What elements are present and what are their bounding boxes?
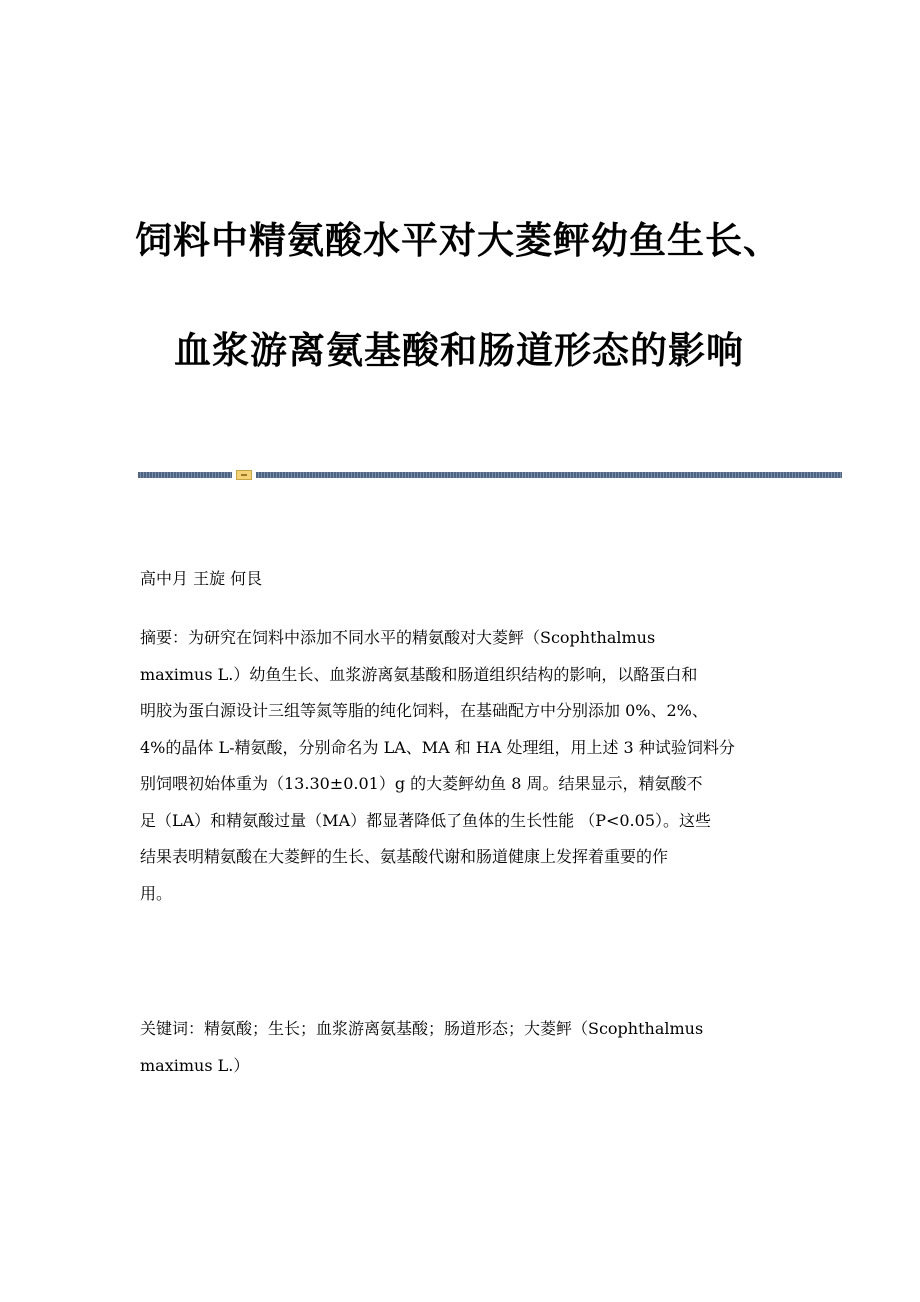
title-line-1: 饲料中精氨酸水平对大菱鲆幼鱼生长、 (135, 219, 781, 262)
abstract-line: 结果表明精氨酸在大菱鲆的生长、氨基酸代谢和肠道健康上发挥着重要的作 (140, 847, 669, 866)
divider-bar-left (138, 472, 232, 478)
abstract (140, 620, 790, 912)
abstract-line: 别饲喂初始体重为（13.30±0.01）g 的大菱鲆幼鱼 8 周。结果显示，精氨酸不 (140, 774, 703, 793)
divider-bar-right (256, 472, 842, 478)
divider-ornament-icon (236, 470, 252, 480)
keywords-line: 关键词：精氨酸；生长；血浆游离氨基酸；肠道形态；大菱鲆（Scophthalmus (140, 1019, 704, 1038)
abstract-line: 4%的晶体 L-精氨酸，分别命名为 LA、MA 和 HA 处理组，用上述 3 种试验饲料分 (140, 737, 735, 757)
abstract-line: maximus L.）幼鱼生长、血浆游离氨基酸和肠道组织结构的影响，以酪蛋白和 (140, 664, 698, 684)
keywords-line: maximus L.） (140, 1055, 250, 1075)
document-title (0, 186, 920, 406)
authors: 高中月 王旋 何艮 (140, 569, 263, 588)
abstract-line: 明胶为蛋白源设计三组等氮等脂的纯化饲料，在基础配方中分别添加 0%、2%、 (140, 701, 708, 720)
keywords (140, 1011, 790, 1084)
title-divider (138, 470, 842, 480)
title-line-2: 血浆游离氨基酸和肠道形态的影响 (174, 329, 744, 372)
abstract-line: 摘要：为研究在饲料中添加不同水平的精氨酸对大菱鲆（Scophthalmus (140, 628, 656, 647)
abstract-line: 足（LA）和精氨酸过量（MA）都显著降低了鱼体的生长性能 （P<0.05）。这些 (140, 810, 712, 830)
abstract-line: 用。 (140, 883, 173, 903)
